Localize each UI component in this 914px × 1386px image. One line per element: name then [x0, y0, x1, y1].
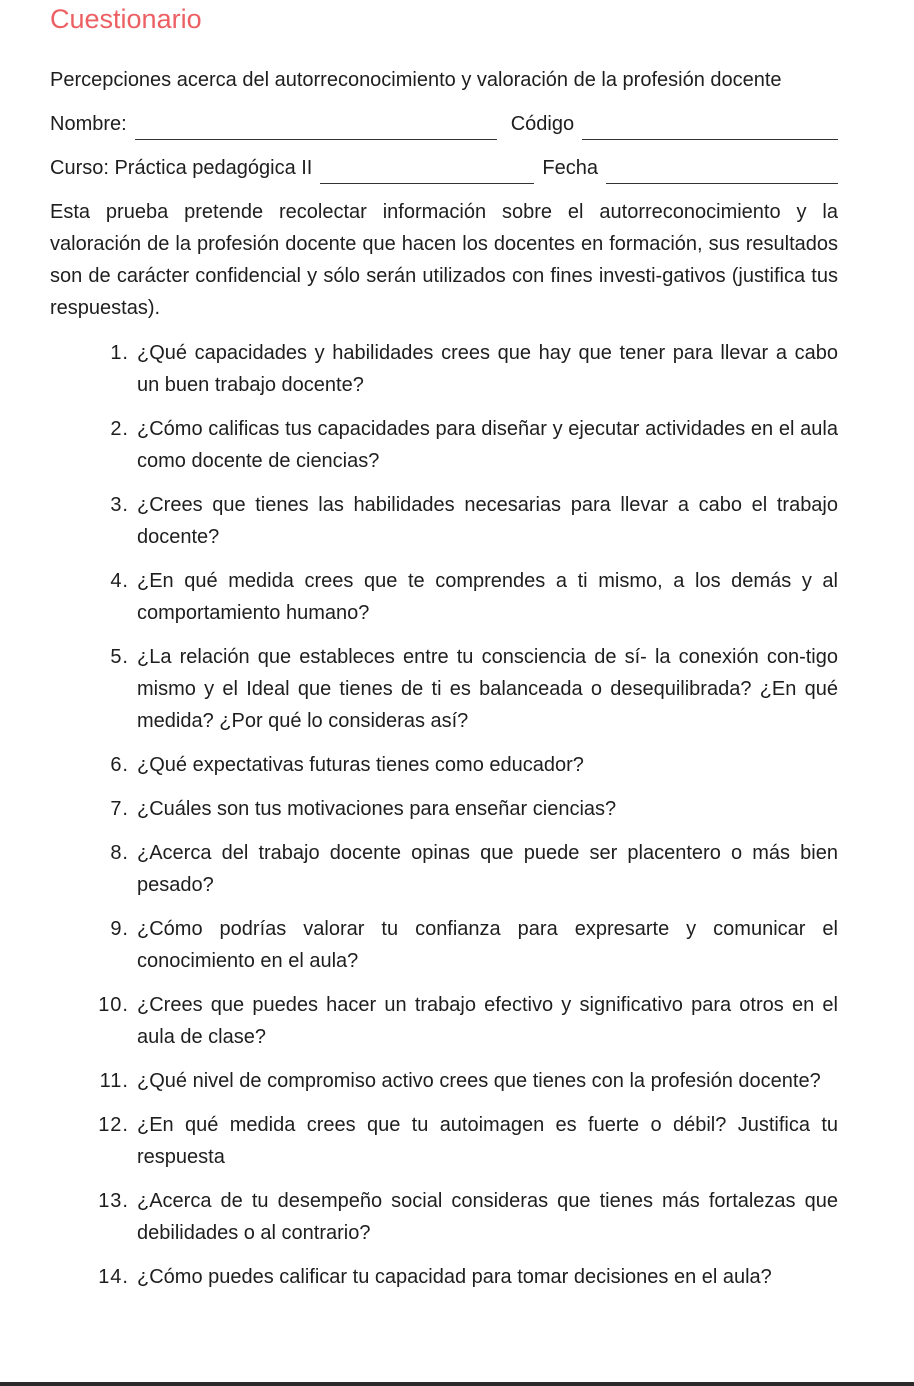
question-text: ¿Qué capacidades y habilidades crees que hay que tener para llevar a cabo un buen trabajo docente? [137, 342, 838, 396]
question-number: 8. [110, 842, 129, 864]
question-text: ¿Acerca del trabajo docente opinas que puede ser placentero o más bien pesado? [137, 842, 838, 896]
question-text: ¿En qué medida crees que tu autoimagen es fuerte o débil? Justifica tu respuesta [137, 1114, 838, 1168]
question-number: 14. [98, 1266, 129, 1288]
question-number: 12. [98, 1114, 129, 1136]
question-text: ¿Cómo puedes calificar tu capacidad para tomar decisiones en el aula? [137, 1266, 772, 1288]
course-label: Curso: Práctica pedagógica II [50, 157, 313, 179]
question-text: ¿Cuáles son tus motivaciones para enseñar ciencias? [137, 798, 617, 820]
question-number: 10. [98, 994, 129, 1016]
date-label: Fecha [542, 157, 598, 179]
document-title: Cuestionario [50, 4, 202, 34]
question-item [50, 641, 838, 737]
question-item [50, 913, 838, 977]
question-text: ¿Acerca de tu desempeño social consideras que tienes más fortalezas que debilidades o al contrario? [137, 1190, 838, 1244]
question-number: 2. [110, 418, 129, 440]
question-item [50, 565, 838, 629]
question-text: ¿En qué medida crees que te comprendes a ti mismo, a los demás y al comportamiento humano? [137, 570, 838, 624]
question-item [50, 837, 838, 901]
question-number: 6. [110, 754, 129, 776]
course-date-row [50, 152, 838, 184]
question-item [50, 337, 838, 401]
question-item [50, 489, 838, 553]
question-number: 13. [98, 1190, 129, 1212]
question-item [50, 989, 838, 1053]
question-item [50, 1109, 838, 1173]
course-blank[interactable] [320, 161, 534, 184]
question-text: ¿La relación que estableces entre tu consciencia de sí- la conexión con-tigo mismo y el Ideal que tienes de ti es balanceada o desequilibrada? ¿En qué medida? ¿Por qué lo consideras así? [137, 646, 838, 732]
question-item [50, 1185, 838, 1249]
question-text: ¿Qué expectativas futuras tienes como educador? [137, 754, 584, 776]
question-list [50, 337, 838, 1293]
bottom-border [0, 1382, 914, 1386]
question-text: ¿Cómo podrías valorar tu confianza para expresarte y comunicar el conocimiento en el aula? [137, 918, 838, 972]
question-item [50, 1261, 838, 1293]
question-number: 3. [110, 494, 129, 516]
name-label: Nombre: [50, 113, 127, 135]
code-label: Código [510, 113, 575, 135]
question-text: ¿Crees que puedes hacer un trabajo efectivo y significativo para otros en el aula de clase? [137, 994, 838, 1048]
question-number: 1. [110, 342, 129, 364]
code-blank[interactable] [582, 117, 838, 140]
question-item [50, 793, 838, 825]
question-number: 5. [110, 646, 129, 668]
name-blank[interactable] [135, 117, 497, 140]
name-code-row [50, 108, 838, 140]
question-item [50, 749, 838, 781]
question-text: ¿Qué nivel de compromiso activo crees que tienes con la profesión docente? [137, 1070, 821, 1092]
question-text: ¿Cómo calificas tus capacidades para diseñar y ejecutar actividades en el aula como docente de ciencias? [137, 418, 838, 472]
question-text: ¿Crees que tienes las habilidades necesarias para llevar a cabo el trabajo docente? [137, 494, 838, 548]
question-number: 7. [110, 798, 129, 820]
question-item [50, 413, 838, 477]
question-number: 9. [110, 918, 129, 940]
question-number: 4. [110, 570, 129, 592]
intro-paragraph: Esta prueba pretende recolectar información sobre el autorreconocimiento y la valoración de la profesión docente que hacen los docentes en formación, sus resultados son de carácter confidencial y sólo serán utilizados con fines investi-gativos (justifica tus respuestas). [50, 201, 838, 319]
date-blank[interactable] [606, 161, 838, 184]
questionnaire-heading: Percepciones acerca del autorreconocimiento y valoración de la profesión docente [50, 69, 782, 91]
question-item [50, 1065, 838, 1097]
question-number: 11. [99, 1070, 129, 1092]
questionnaire [50, 64, 838, 1305]
